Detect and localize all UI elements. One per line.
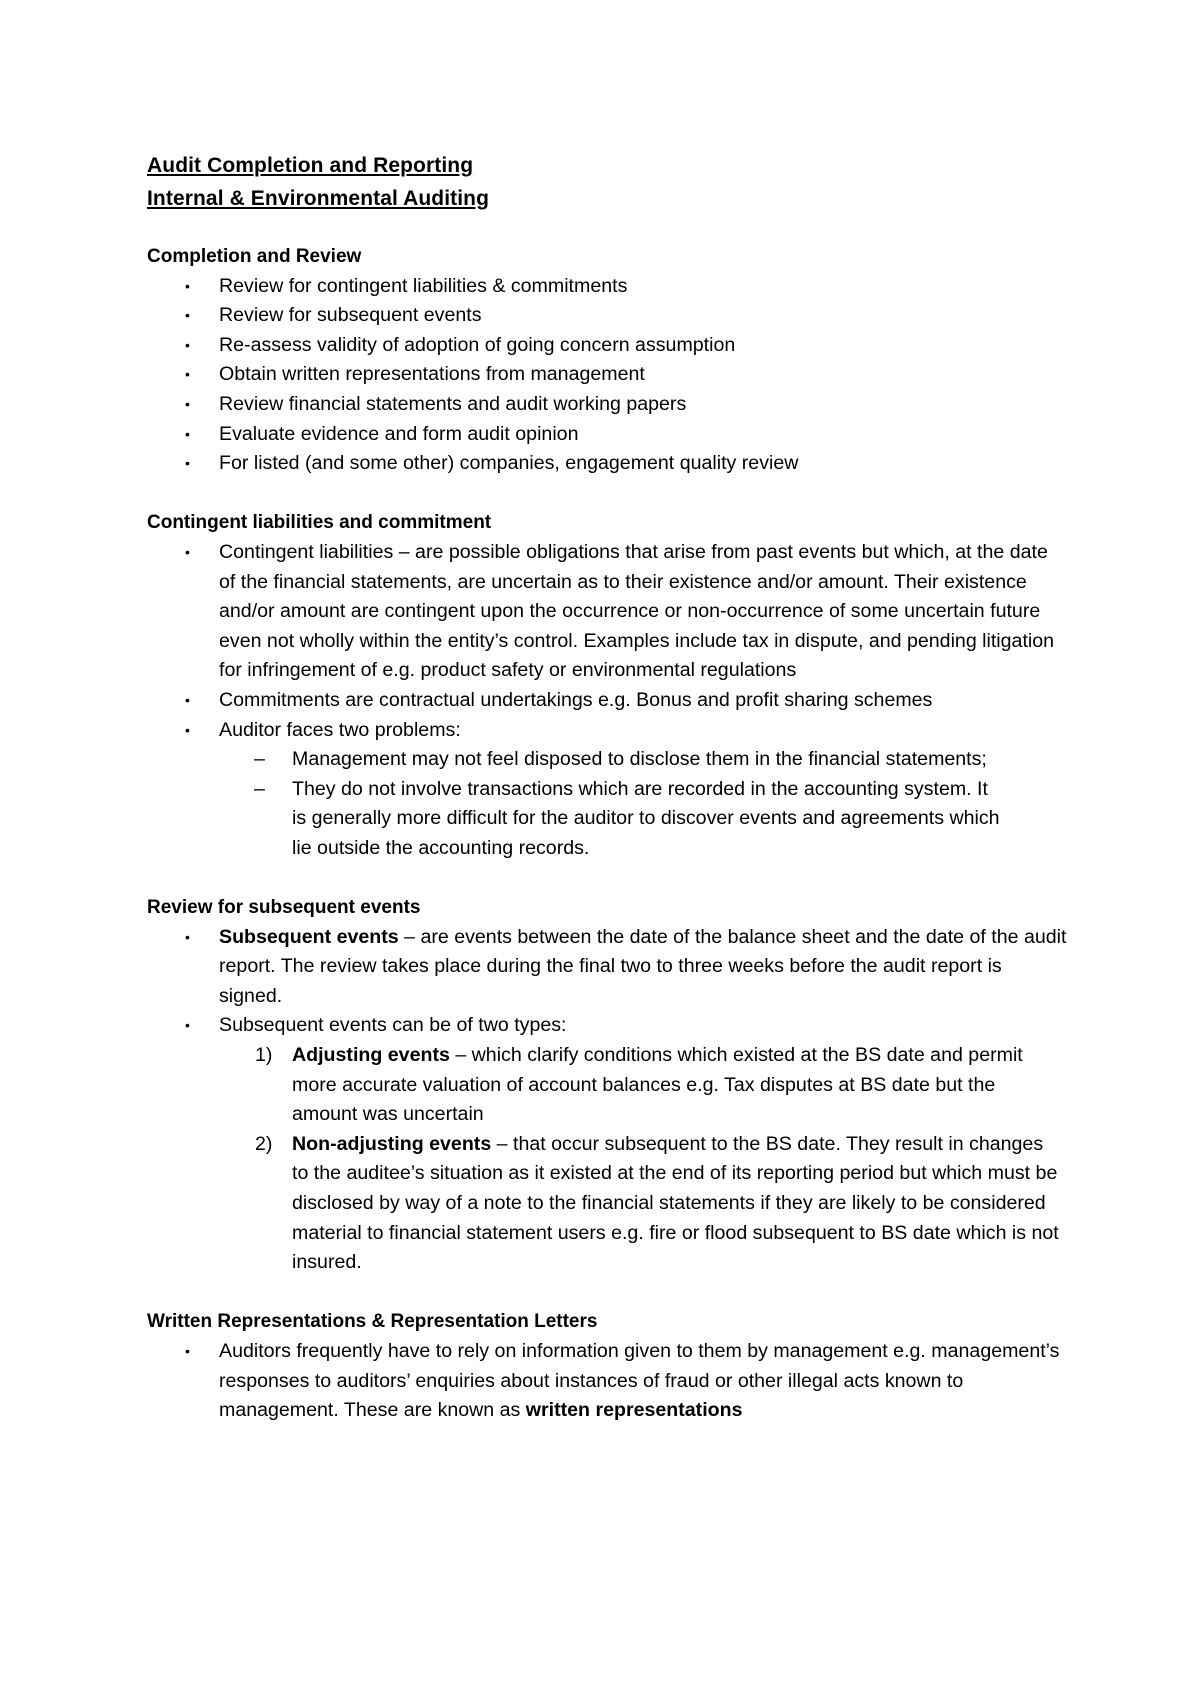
sublist-item: 1) Adjusting events – which clarify conditions which existed at the BS date and permit more accurate valuation of account balances e.g. Tax disputes at BS date but the amount was uncertain	[255, 1044, 1023, 1126]
bullet-icon: •	[185, 1342, 190, 1359]
bullet-icon: •	[185, 1017, 190, 1034]
bullet-icon: •	[185, 395, 190, 412]
bullet-icon: •	[185, 928, 190, 945]
bullet-icon: •	[185, 277, 190, 294]
list-item: • Re-assess validity of adoption of going concern assumption	[219, 331, 1100, 361]
list-item: • Subsequent events can be of two types: 1) Adjusting events – which clarify conditions which existed at the BS date and permit more accurate valuation of account balances e.g. Tax disputes at BS date but the amount was uncertain 2) Non-adjusting events – that occur subsequent to the BS date. They result in changes to the auditee’s situation as it existed at the end of its reporting period but which must be disclosed by way of a note to the financial statements if they are likely to be considered material to financial statement users e.g. fire or flood subsequent to BS date which is not insured.	[219, 1011, 1069, 1277]
sublist-item: – Management may not feel disposed to disclose them in the financial statements;	[292, 745, 997, 775]
bullet-icon: •	[185, 366, 190, 383]
section-heading-subsequent: Review for subsequent events	[147, 897, 421, 919]
subsequent-list	[147, 923, 1100, 1278]
list-item: • Review financial statements and audit working papers	[219, 390, 1100, 420]
completion-list	[147, 272, 1100, 479]
list-item: • Review for subsequent events	[219, 301, 1100, 331]
document-subtitle: Internal & Environmental Auditing	[147, 187, 490, 210]
dash-icon: –	[254, 748, 265, 771]
section-heading-written: Written Representations & Representation Letters	[147, 1311, 598, 1333]
contingent-list	[147, 538, 1100, 864]
bullet-icon: •	[185, 691, 190, 708]
sublist-item: 2) Non-adjusting events – that occur subsequent to the BS date. They result in changes to the auditee’s situation as it existed at the end of its reporting period but which must be disclosed by way of a note to the financial statements if they are likely to be considered material to financial statement users e.g. fire or flood subsequent to BS date which is not insured.	[255, 1132, 1059, 1274]
bullet-icon: •	[185, 336, 190, 353]
bullet-icon: •	[185, 543, 190, 560]
dash-icon: –	[254, 777, 265, 800]
document-title: Audit Completion and Reporting	[147, 154, 474, 177]
bullet-icon: •	[185, 721, 190, 738]
list-item: • Auditors frequently have to rely on information given to them by management e.g. management’s responses to auditors’ enquiries about instances of fraud or other illegal acts known to management. These are known as written representations	[219, 1337, 1069, 1426]
list-item: • For listed (and some other) companies, engagement quality review	[219, 449, 1100, 479]
list-item: • Commitments are contractual undertakings e.g. Bonus and profit sharing schemes	[219, 686, 1069, 716]
section-heading-contingent: Contingent liabilities and commitment	[147, 512, 492, 534]
bullet-icon: •	[185, 307, 190, 324]
list-item: • Contingent liabilities – are possible obligations that arise from past events but which, at the date of the financial statements, are uncertain as to their existence and/or amount. Their existence and/or amount are contingent upon the occurrence or non-occurrence of some uncertain future even not wholly within the entity’s control. Examples include tax in dispute, and pending litigation for infringement of e.g. product safety or environmental regulations	[219, 538, 1069, 686]
list-item: • Subsequent events – are events between the date of the balance sheet and the date of the audit report. The review takes place during the final two to three weeks before the audit report is signed.	[219, 923, 1069, 1012]
bullet-icon: •	[185, 425, 190, 442]
problems-sublist	[219, 745, 1069, 863]
bullet-icon: •	[185, 455, 190, 472]
list-item: • Review for contingent liabilities & commitments	[219, 272, 1100, 302]
list-item: • Evaluate evidence and form audit opinion	[219, 420, 1100, 450]
section-heading-completion: Completion and Review	[147, 246, 362, 267]
written-list	[147, 1337, 1100, 1426]
sublist-item: – They do not involve transactions which are recorded in the accounting system. It is generally more difficult for the auditor to discover events and agreements which lie outside the accounting records.	[292, 775, 1007, 864]
list-item: • Obtain written representations from management	[219, 360, 1100, 390]
list-item: • Auditor faces two problems: – Management may not feel disposed to disclose them in the financial statements; – They do not involve transactions which are recorded in the accounting system. It is generally more difficult for the auditor to discover events and agreements which lie outside the accounting records.	[219, 716, 1069, 864]
types-sublist	[219, 1041, 1069, 1278]
